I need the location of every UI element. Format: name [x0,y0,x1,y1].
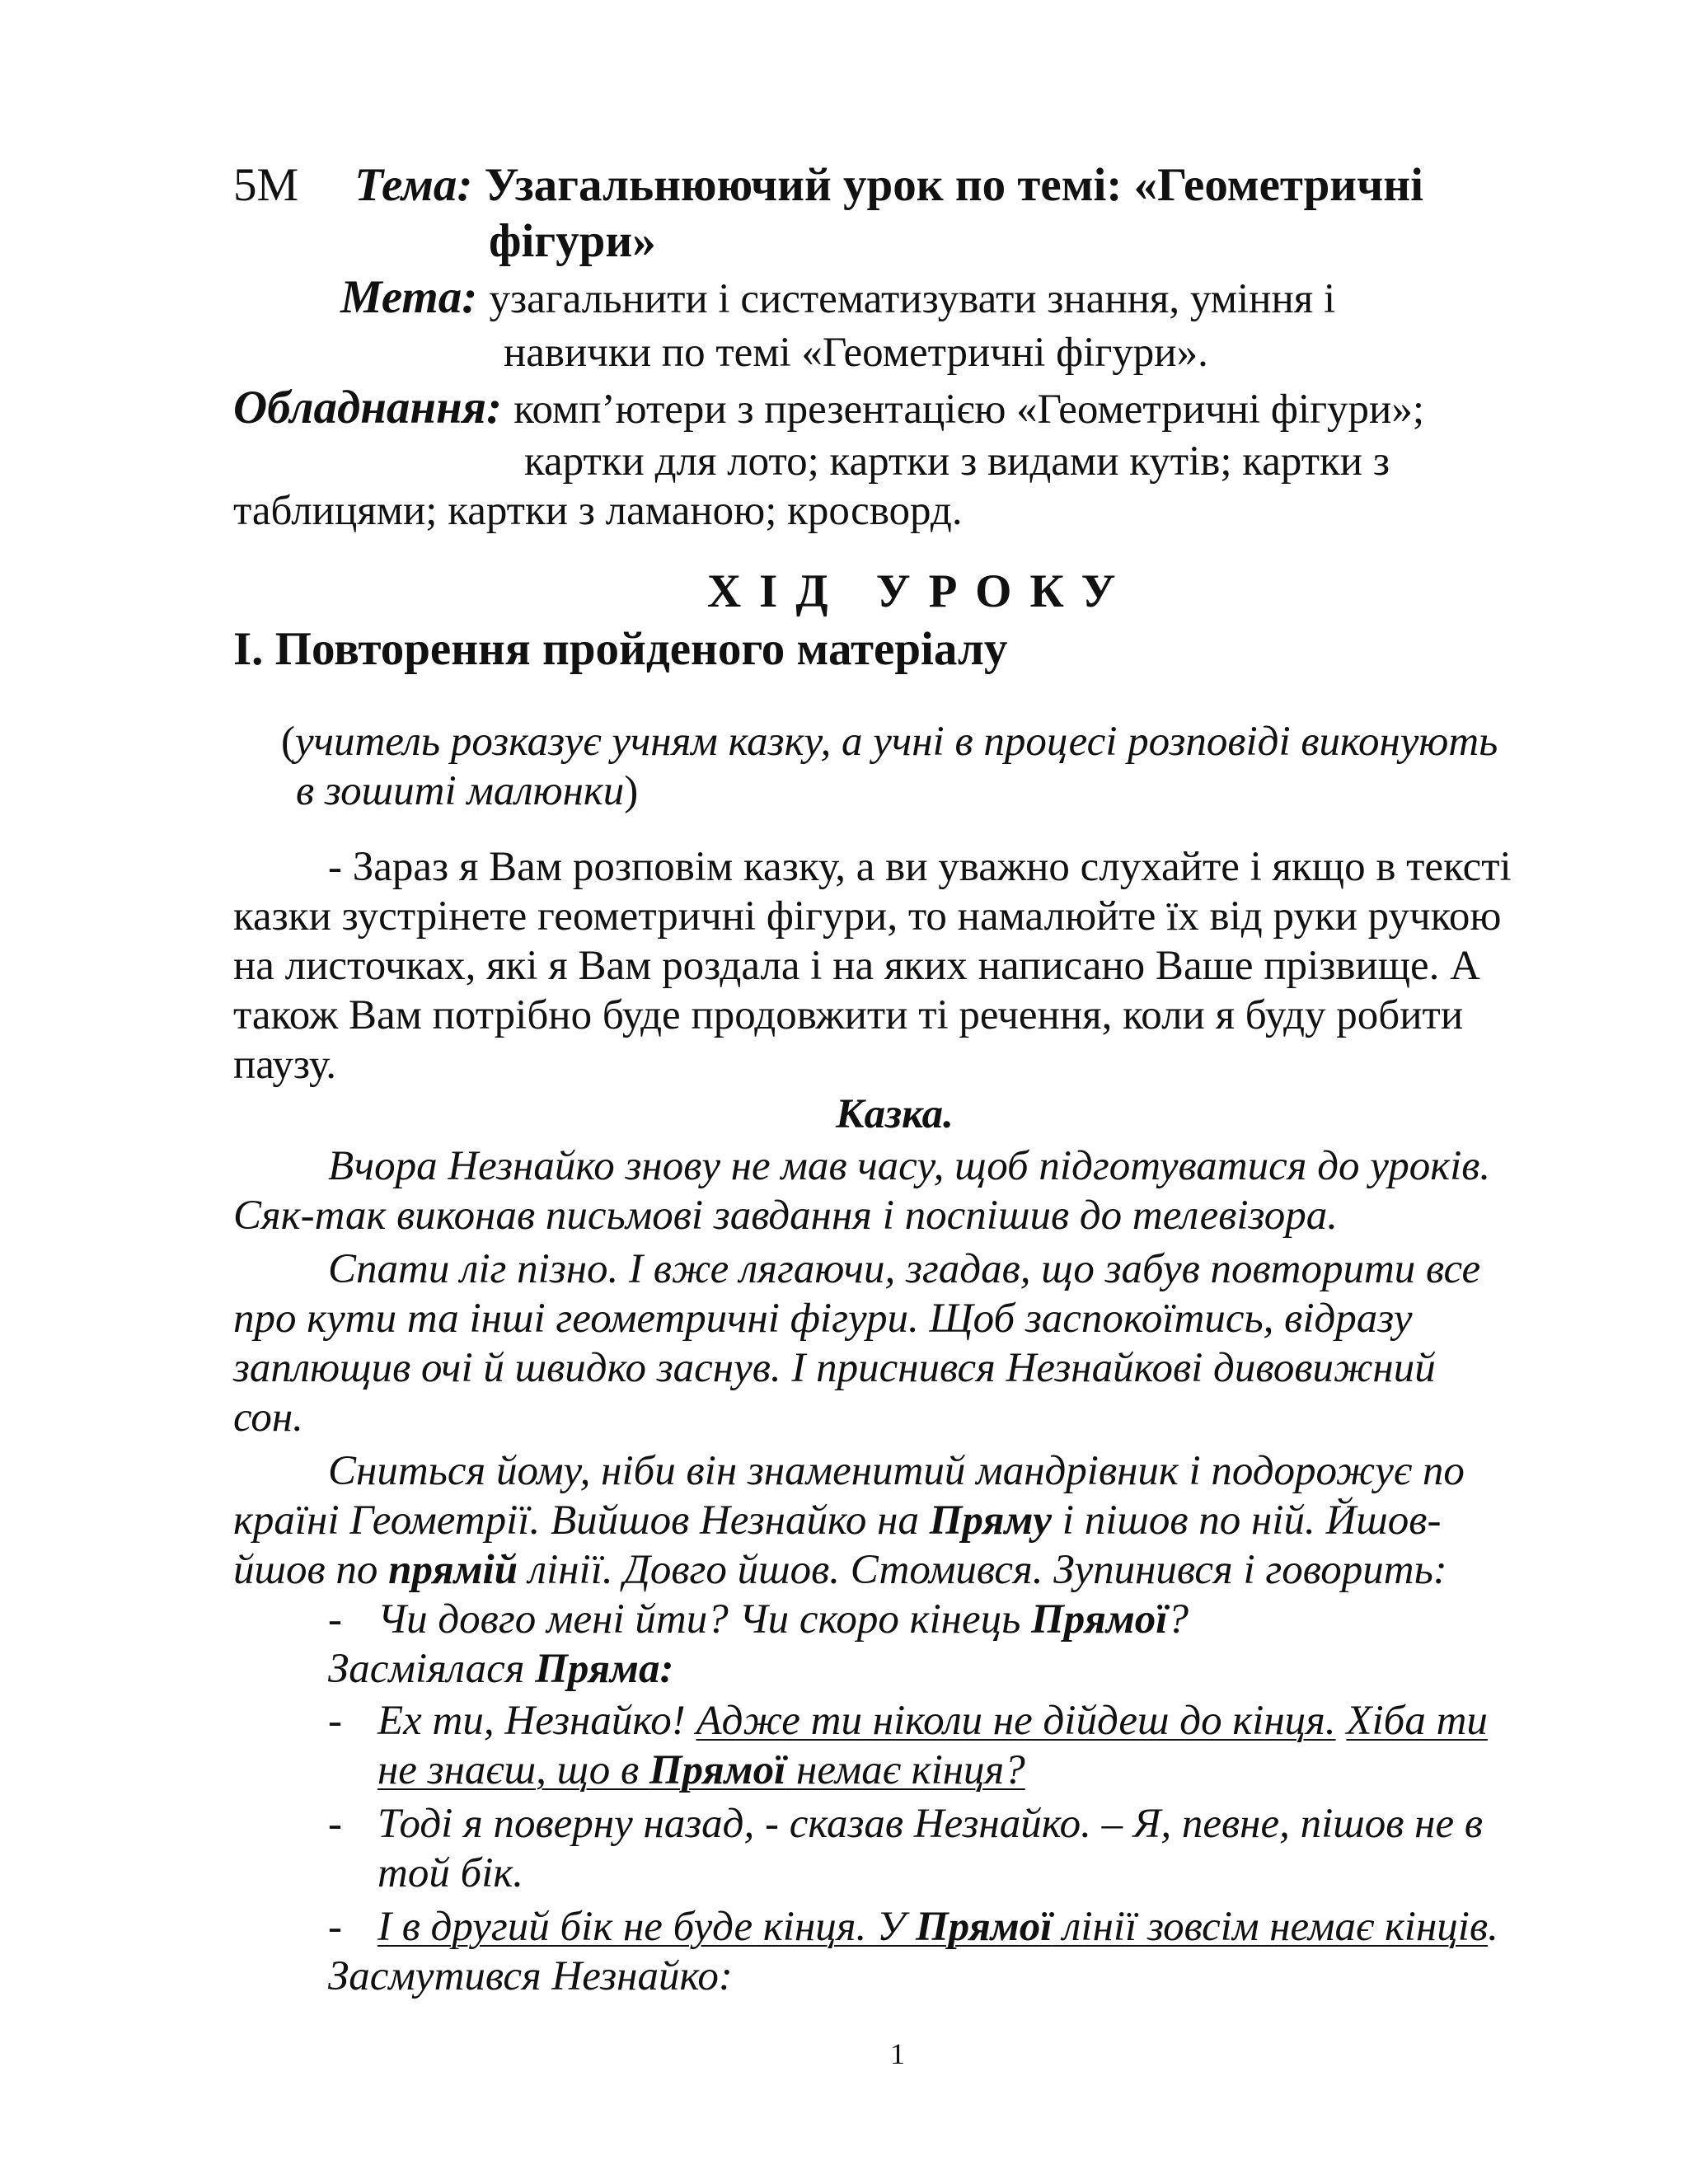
tale-p2-line-1: Спати ліг пізно. І вже лягаючи, згадав, що забув повторити все [328,1246,1481,1292]
dialogue-dash: - [328,1596,342,1643]
tale-p2-line-3: заплющив очі й швидко заснув. І приснився Незнайкові дивовижний [233,1345,1436,1391]
goal-line-1 [340,270,1335,326]
section-heading: І. Повторення пройденого матеріалу [233,623,1008,675]
intro-line-2: казки зустрінете геометричні фігури, то намалюйте їх від руки ручкою [233,893,1502,940]
class-label: 5М [233,159,299,211]
intro-line-4: також Вам потрібно буде продовжити ті речення, коли я буду робити [233,992,1464,1038]
teacher-note-line-1: (учитель розказує учням казку, а учні в процесі розповіді виконують [281,719,1498,765]
dialogue-line-2-cont: не знаєш, що в Прямої немає кінця? [377,1747,1025,1793]
page-number: 1 [890,2037,905,2070]
dialogue-line-2: - Ех ти, Незнайко! Адже ти ніколи не дійдеш до кінця. Хіба ти [328,1698,1488,1744]
theme-line-2: фігури» [489,215,656,267]
dialogue-line-4: - І в другий бік не буде кінця. У Прямої лінії зовсім немає кінців. [328,1904,1498,1950]
dialogue-line-3-cont: той бік. [377,1850,524,1896]
lesson-title: ХІД УРОКУ [707,565,1134,617]
dialogue-line-3: - Тоді я поверну назад, - сказав Незнайко. – Я, певне, пішов не в [328,1801,1483,1847]
dialogue-dash: - [328,1801,342,1847]
tale-p1-line-1: Вчора Незнайко знову не мав часу, щоб підготуватися до уроків. [328,1143,1491,1189]
theme-label: Тема: [354,159,473,211]
equipment-text: комп’ютери з презентацією «Геометричні фігури»; [513,387,1425,433]
tale-title: Казка. [836,1091,954,1137]
equipment-line-2: картки для лото; картки з видами кутів; картки з [524,438,1390,485]
theme-line-1 [233,158,1423,213]
intro-line-3: на листочках, які я Вам роздала і на яких написано Ваше прізвище. А [233,943,1480,989]
goal-line-2: навички по темі «Геометричні фігури». [504,330,1208,376]
term-straight: Пряму [929,1497,1053,1544]
teacher-note-line-2: в зошиті малюнки) [296,768,639,814]
goal-label: Мета: [340,271,478,323]
equipment-line-1 [233,381,1424,437]
tale-p3-line-1: Сниться йому, ніби він знаменитий мандрівник і подорожує по [328,1448,1465,1494]
sad-line: Засмутився Незнайко: [328,1953,733,1999]
intro-line-5: паузу. [233,1042,337,1088]
laugh-line: Засміялася Пряма: [328,1646,674,1692]
tale-p3-line-2: країні Геометрії. Вийшов Незнайко на Пряму і пішов по ній. Йшов- [233,1497,1442,1544]
theme-text: Узагальнюючий урок по темі: «Геометричні [484,159,1423,211]
dialogue-line-1: - Чи довго мені йти? Чи скоро кінець Прямої? [328,1596,1189,1643]
tale-p2-line-2: про кути та інші геометричні фігури. Щоб заспокоїтись, відразу [233,1296,1413,1342]
tale-p3-line-3: йшов по прямій лінії. Довго йшов. Стомився. Зупинився і говорить: [233,1547,1447,1593]
intro-line-1: - Зараз я Вам розповім казку, а ви уважно слухайте і якщо в тексті [328,844,1512,890]
equipment-label: Обладнання: [233,382,502,434]
dialogue-dash: - [328,1698,342,1744]
tale-p2-line-4: сон. [233,1394,303,1441]
goal-text: узагальнити і систематизувати знання, уміння і [489,276,1336,322]
equipment-line-3: таблицями; картки з ламаною; кросворд. [233,488,963,534]
term-straight-line: прямій [388,1547,518,1593]
tale-p1-line-2: Сяк-так виконав письмові завдання і поспішив до телевізора. [233,1193,1339,1239]
dialogue-dash: - [328,1904,342,1950]
